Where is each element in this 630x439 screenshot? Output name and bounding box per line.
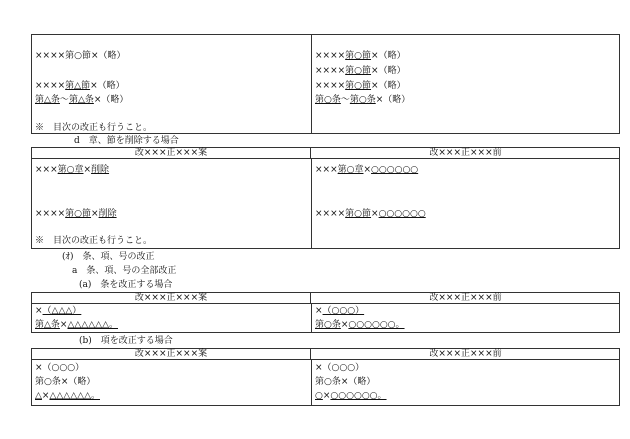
heading-revise-paragraph: (b) 項を改正する場合: [79, 336, 173, 346]
table1-right-line-4: 第○条～第○条×（略）: [315, 95, 411, 105]
table3-right-line-1: ×（○○○）: [315, 306, 365, 316]
table2-right-line-1: ×××第○章×○○○○○○: [315, 165, 419, 175]
table1-right-column: [312, 35, 619, 133]
table2-right-column: [312, 159, 619, 248]
table2-header-original: 改×××正×××前: [429, 148, 502, 158]
table2-note: ※ 目次の改正も行うこと。: [35, 236, 153, 246]
comparison-table-article: [31, 292, 620, 333]
table4-right-line-3: ○×○○○○○○。: [315, 391, 387, 401]
heading-full-revision: a 条、項、号の全部改正: [72, 266, 177, 276]
table1-left-line-1: ××××第○節×（略）: [35, 51, 126, 61]
table3-left-line-2: 第△条×△△△△△△。: [35, 320, 118, 330]
comparison-table-sections-continued: [31, 34, 620, 134]
heading-delete-chapter-section: d 章、節を削除する場合: [74, 136, 179, 146]
table4-header-amended: 改×××正×××案: [32, 349, 311, 360]
table3-header-original: 改×××正×××前: [429, 293, 502, 303]
table3-header: [32, 293, 619, 304]
table1-right-line-2: ××××第○節×（略）: [315, 66, 406, 76]
table4-right-line-1: ×（○○○）: [315, 363, 365, 373]
table4-left-line-2: 第○条×（略）: [35, 377, 96, 387]
table4-right-column: [312, 360, 619, 405]
comparison-table-paragraph: [31, 348, 620, 406]
table2-left-line-1: ×××第○章×削除: [35, 165, 110, 175]
heading-article-paragraph-item: (ｵ) 条、項、号の改正: [62, 252, 155, 262]
table3-right-line-2: 第○条×○○○○○○。: [315, 320, 405, 330]
table2-header: [32, 148, 619, 159]
table3-left-column: [32, 304, 312, 332]
table4-left-column: [32, 360, 312, 405]
table4-right-line-2: 第○条×（略）: [315, 377, 376, 387]
table4-left-line-3: △×△△△△△△。: [35, 391, 100, 401]
table3-header-amended: 改×××正×××案: [32, 293, 311, 304]
table2-left-column: [32, 159, 312, 248]
table1-note: ※ 目次の改正も行うこと。: [35, 123, 153, 133]
table2-left-line-2: ××××第○節×削除: [35, 209, 117, 219]
table3-right-column: [312, 304, 619, 332]
table1-left-column: [32, 35, 312, 133]
table2-header-amended: 改×××正×××案: [32, 148, 311, 159]
comparison-table-delete: [31, 147, 620, 249]
table1-left-line-2: ××××第△節×（略）: [35, 81, 125, 91]
table4-header-original: 改×××正×××前: [429, 349, 502, 359]
heading-revise-article: (a) 条を改正する場合: [79, 280, 173, 290]
table4-left-line-1: ×（○○○）: [35, 363, 85, 373]
table1-right-line-3: ××××第○節×（略）: [315, 81, 406, 91]
table1-right-line-1: ××××第○節×（略）: [315, 51, 406, 61]
table4-header: [32, 349, 619, 360]
table2-right-line-2: ××××第○節×○○○○○○: [315, 209, 426, 219]
table1-left-line-3: 第△条～第△条×（略）: [35, 95, 129, 105]
table3-left-line-1: ×（△△△）: [35, 306, 82, 316]
